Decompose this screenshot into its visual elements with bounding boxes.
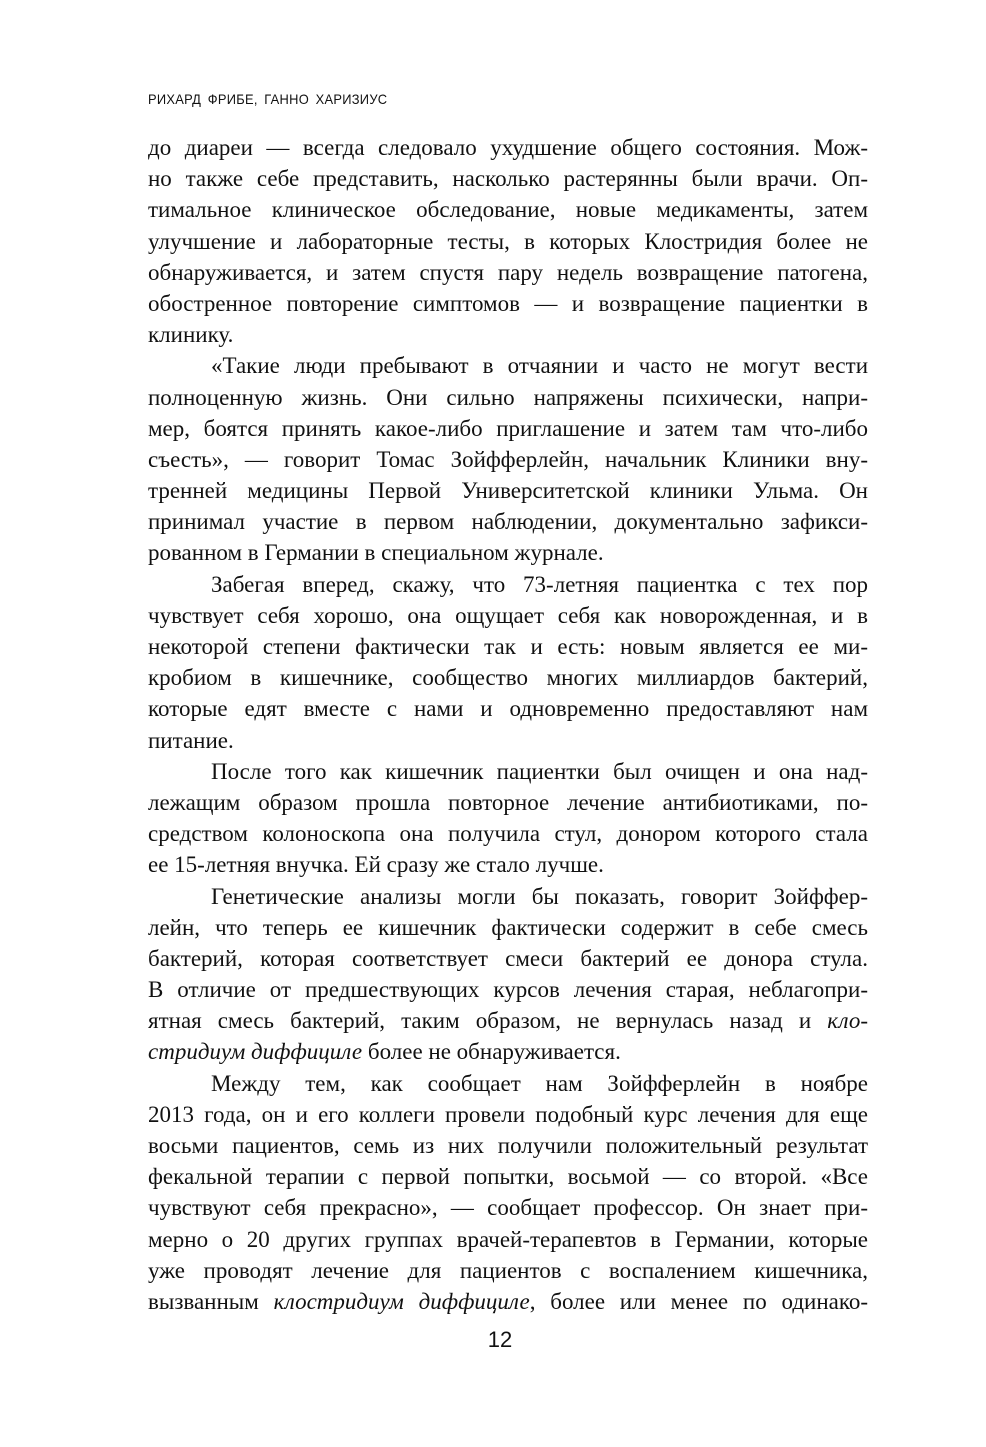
text-line (148, 537, 868, 568)
text-segment: улучшение и лабораторные тесты, в которых Клостридия более не (148, 228, 868, 254)
text-line (148, 787, 868, 818)
text-segment: ее 15-летняя внучка. Ей сразу же стало лучше. (148, 852, 604, 878)
text-segment: восьми пациентов, семь из них получили положительный результат (148, 1133, 868, 1158)
text-segment: чувствует себя хорошо, она ощущает себя как новорожденная, и в (148, 602, 868, 628)
text-segment: Забегая вперед, скажу, что 73-летняя пациентка с тех пор (211, 571, 868, 597)
italic-text: кло- (827, 1008, 868, 1034)
text-line (148, 1130, 868, 1161)
text-segment: «Такие люди пребывают в отчаянии и часто не могут вести (211, 353, 868, 379)
text-segment: питание. (148, 727, 234, 753)
text-line (148, 881, 868, 912)
page-number: 12 (487, 1327, 513, 1352)
text-segment: мер, боятся принять какое-либо приглашение и затем там что-либо (148, 415, 868, 441)
text-line (148, 1255, 868, 1286)
text-segment: лежащим образом прошла повторное лечение антибиотиками, по- (148, 789, 868, 815)
text-segment: 2013 года, он и его коллеги провели подобный курс лечения для еще (148, 1101, 868, 1127)
text-segment: тимальное клиническое обследование, новые медикаменты, затем (148, 197, 868, 223)
text-line (148, 600, 868, 631)
text-segment: Между тем, как сообщает нам Зойфферлейн в ноябре (211, 1070, 868, 1096)
text-line (148, 163, 868, 194)
text-line (148, 194, 868, 225)
text-segment: полноценную жизнь. Они сильно напряжены психически, напри- (148, 384, 868, 410)
text-segment: фекальной терапии с первой попытки, восьмой — со второй. «Все (148, 1164, 868, 1190)
text-segment: Генетические анализы могли бы показать, говорит Зойффер- (211, 883, 868, 909)
text-segment: средством колоноскопа она получила стул, донором которого стала (148, 821, 868, 847)
text-segment: вызванным (148, 1288, 274, 1314)
text-line (148, 1068, 868, 1099)
text-line (148, 475, 868, 506)
text-line (148, 974, 868, 1005)
text-segment: некоторой степени фактически так и есть: новым является ее ми- (148, 634, 868, 659)
text-segment: кробиом в кишечнике, сообщество многих миллиардов бактерий, (148, 665, 868, 691)
text-line (148, 382, 868, 413)
text-segment: съесть», — говорит Томас Зойфферлейн, начальник Клиники вну- (148, 446, 868, 472)
text-line (148, 1192, 868, 1223)
text-line (148, 943, 868, 974)
text-line (148, 693, 868, 724)
text-segment: обнаруживается, и затем спустя пару недель возвращение патогена, (148, 259, 868, 285)
text-segment: принимал участие в первом наблюдении, документально зафикси- (148, 509, 868, 535)
text-line (148, 912, 868, 943)
text-line (148, 444, 868, 475)
text-line (148, 1036, 868, 1067)
running-header: РИХАРД ФРИБЕ, ГАННО ХАРИЗИУС (148, 91, 388, 107)
text-line (148, 662, 868, 693)
text-line (148, 849, 868, 880)
text-segment: но также себе представить, насколько растерянны были врачи. Оп- (148, 166, 868, 192)
text-segment: которые едят вместе с нами и одновременно предоставляют нам (148, 696, 868, 722)
text-line (148, 132, 868, 163)
text-line (148, 756, 868, 787)
text-line (148, 350, 868, 381)
text-segment: чувствуют себя прекрасно», — сообщает профессор. Он знает при- (148, 1195, 868, 1221)
text-segment: мерно о 20 других группах врачей-терапевтов в Германии, которые (148, 1226, 868, 1252)
text-segment: ятная смесь бактерий, таким образом, не вернулась назад и (148, 1008, 828, 1034)
text-line (148, 1161, 868, 1192)
text-line (148, 413, 868, 444)
text-segment: уже проводят лечение для пациентов с воспалением кишечника, (148, 1257, 868, 1283)
text-segment: , более или менее по одинако- (529, 1288, 869, 1314)
text-line (148, 1286, 868, 1317)
text-line (148, 226, 868, 257)
text-segment: более не обнаруживается. (362, 1039, 621, 1065)
text-segment: После того как кишечник пациентки был очищен и она над- (211, 758, 868, 784)
text-segment: клинику. (148, 322, 234, 348)
text-segment: рованном в Германии в специальном журнале. (148, 540, 604, 566)
text-line (148, 1005, 868, 1036)
italic-text: стридиум диффициле (148, 1039, 363, 1065)
text-segment: бактерий, которая соответствует смеси бактерий ее донора стула. (148, 945, 868, 971)
italic-text: клостридиум диффициле (273, 1288, 530, 1314)
text-line (148, 257, 868, 288)
body-text (148, 132, 868, 1317)
text-line (148, 319, 868, 350)
text-line (148, 506, 868, 537)
text-line (148, 818, 868, 849)
text-line (148, 631, 868, 662)
text-segment: тренней медицины Первой Университетской клиники Ульма. Он (148, 478, 868, 504)
text-line (148, 1099, 868, 1130)
text-line (148, 569, 868, 600)
text-segment: лейн, что теперь ее кишечник фактически содержит в себе смесь (148, 914, 868, 940)
text-line (148, 725, 868, 756)
text-segment: до диареи — всегда следовало ухудшение общего состояния. Мож- (148, 135, 868, 160)
text-line (148, 288, 868, 319)
text-segment: В отличие от предшествующих курсов лечения старая, неблагопри- (148, 977, 868, 1003)
text-segment: обостренное повторение симптомов — и возвращение пациентки в (148, 290, 868, 316)
text-line (148, 1224, 868, 1255)
